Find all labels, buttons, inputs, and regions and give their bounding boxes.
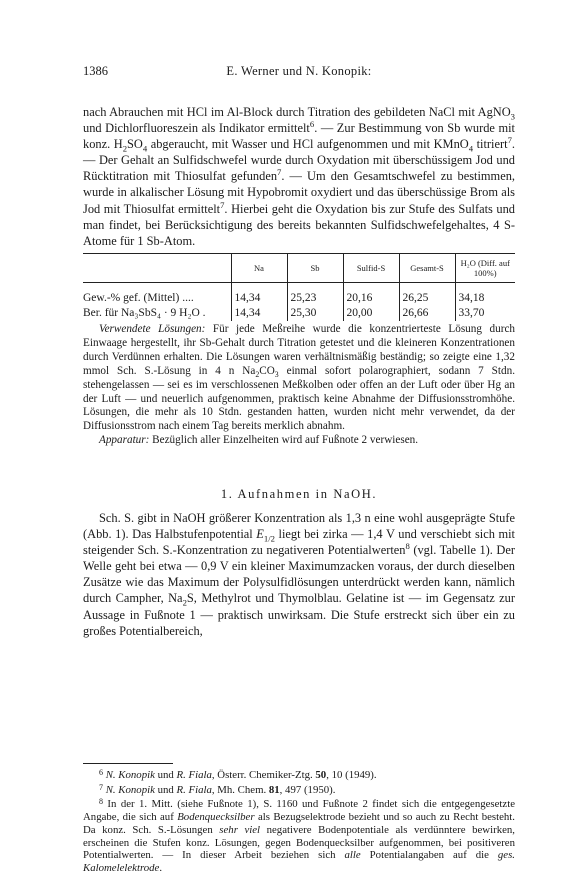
text-run: Für jede Meßreihe wurde die konzentrierteste Lösung durch Einwaage hergestellt, ihr Sb-Gehalt durch Titration getestet und die kleineren Konzentrationen durch Verdünnen erhalten. Die Lösungen waren verhältnismäßig beständig; so zeigte eine 1,32 mmol Sch. S.-Lösung in 4 n Na [83,323,516,377]
table-cell: 20,00 [343,306,399,321]
footnote-rule [83,763,173,764]
footnote-ref: 7 [507,135,512,146]
author: R. Fiala [176,783,212,796]
loesungen-paragraph [83,323,515,434]
subscript: 2 [255,369,260,379]
text-run: als Bezugselektrode bezieht und so auch zu Recht besteht. Da konz. Sch. S.-Lösungen [83,811,515,836]
table-row [83,306,515,321]
table-cell: 33,70 [455,306,515,321]
text-run: , 497 (1950). [279,783,336,796]
text-run: einmal sofort polarographiert, sodann 7 Stdn. stehengelassen — sei es im verschlossenen Meßkolben oder offen an der Luft oder über Hg an der Luft — und neuerlich aufgenommen, praktisch keine Abnahme der Diffusionsstromhöhe. Lösungen, die mehr als 10 Stdn. gestanden hatten, wurden nicht mehr verwendet, da der Diffusionsstrom nach einem Tag bereits merklich abnahm. [83,364,515,433]
author: N. Konopik [105,783,155,796]
table-header: Na [231,254,287,283]
table-header: Sb [287,254,343,283]
table-header: H₂O (Diff. auf 100%) [455,254,515,283]
table-cell: 25,23 [287,283,343,307]
subscript: 4 [468,143,474,154]
text-run: Bezüglich aller Einzelheiten wird auf Fußnote 2 verwiesen. [149,434,419,447]
volume: 81 [268,783,280,796]
table-cell: 14,34 [231,283,287,307]
table-header [83,254,231,283]
text-run: und Dichlorfluoreszein als Indikator ermittelt [83,121,310,136]
run-in-heading: Apparatur: [99,434,150,447]
text-run: negativere Bodenpotentiale als verdünntere bewirken, erscheinen die Stufen konz. Lösungen, gegen Bodenquecksilber aufgenommen, bei positiveren Potentialwerten. — In dieser Arbeit beziehen sich [83,823,515,862]
text-run: . Hierbei geht die Oxydation bis zur Stufe des Sulfats und man findet, bei Berücksichtigung des bereits bekannten Sulfidschwefelgehaltes, 4 S-Atome für 1 Sb-Atom. [83,201,515,248]
run-in-heading: Verwendete Lösungen: [99,323,206,335]
text-run: S, Methylrot und Thymolblau. Gelatine ist — im Gegensatz zur Aussage in Fußnote 1 — praktisch unwirksam. Die Stufe erstreckt sich über ein zu großes Potentialbereich, [83,591,515,638]
running-title: E. Werner und N. Konopik: [226,64,372,78]
footnote-ref: 8 [405,541,410,552]
subscript: 3 [510,111,515,122]
row-label: Ber. für Na₃SbS₄ · 9 H₂O . [83,307,206,319]
table-cell: 26,66 [399,306,455,321]
emphasis: Bodenquecksilber [177,811,255,824]
text-run: SO [127,137,143,152]
text-run: Potentialangaben auf die [360,849,498,862]
text-run: liegt bei zirka — 1,4 V und verschiebt sich mit steigender Sch. S.-Konzentration zu negativeren Potentialwerten [83,527,516,558]
text-run: titriert [473,137,508,152]
page-number: 1386 [83,64,108,78]
emphasis: ges. Kalomelelektrode [83,849,515,874]
footnote-number: 8 [99,797,103,807]
apparatur-paragraph [83,434,515,448]
table-cell: 14,34 [231,306,287,321]
table-cell: 20,16 [343,283,399,307]
symbol: E [256,527,264,542]
text-run: . [159,861,163,874]
footnote-ref: 7 [220,199,225,210]
text-run: und [154,783,177,796]
footnote [83,796,515,874]
analysis-table [83,253,515,321]
table-header-row [83,254,515,283]
text-run: und [154,769,177,781]
footnote-ref: 7 [277,167,282,178]
text-run: abgeraucht, mit Wasser und HCl aufgenommen und mit KMnO [147,137,469,152]
table-header: Sulfid-S [343,254,399,283]
running-header [83,64,515,80]
author: R. Fiala [176,769,212,781]
footnote-ref: 6 [309,118,315,129]
text-run: CO [259,364,275,377]
subscript: 1/2 [263,533,275,544]
text-run: . — Zur Bestimmung von Sb wurde mit konz. H [83,121,515,152]
text-run: , 10 (1949). [326,769,377,781]
table-cell: 26,25 [399,283,455,307]
footnote-number: 6 [99,768,103,777]
text-run: . — Um den Gesamtschwefel zu bestimmen, wurde in alkalischer Lösung mit Hypobromit oxydiert und das überschüssige Brom als Jod mit Thiosulfat ermittelt [83,169,515,216]
methods-notes [83,323,515,448]
row-label: Gew.-% gef. (Mittel) .... [83,292,194,304]
text-run: Sch. S. gibt in NaOH größerer Konzentration als 1,3 n eine wohl ausgeprägte Stufe (Abb. 1). Das Halbstufenpotential [83,511,515,542]
subscript: 3 [274,369,279,379]
footnote-number: 7 [99,782,103,792]
table-header: Gesamt-S [399,254,455,283]
volume: 50 [315,769,327,781]
subscript: 4 [142,143,148,154]
section-heading: 1. Aufnahmen in NaOH. [220,487,378,501]
text-run: . — Der Gehalt an Sulfidschwefel wurde durch Oxydation mit überschüssigem Jod und Rücktitration mit Thiosulfat gefunden [83,137,516,184]
table-cell: 34,18 [455,283,515,307]
text-run: (vgl. Tabelle 1). Der Welle geht bei etwa — 0,9 V ein kleiner Maximumzacken voraus, der durch dieselben Zusätze wie das Maximum der Polysulfidlösungen unterdrückt werden kann, nämlich durch Campher, Na [83,543,515,606]
footnote [83,782,515,797]
table-row [83,283,515,307]
subscript: 2 [182,597,187,608]
text-run: , Mh. Chem. [211,783,269,796]
text-run: nach Abrauchen mit HCl im Al-Block durch Titration des gebildeten NaCl mit AgNO [83,105,511,119]
main-paragraph [83,510,515,639]
footnotes [83,767,515,875]
intro-paragraph [83,104,515,249]
subscript: 2 [122,143,128,154]
table-cell: 25,30 [287,306,343,321]
text-run: , Österr. Chemiker-Ztg. [211,769,316,781]
footnote [83,767,515,782]
author: N. Konopik [105,769,155,781]
emphasis: alle [344,849,361,862]
emphasis: sehr viel [219,823,261,836]
text-run: In der 1. Mitt. (siehe Fußnote 1), S. 1160 und Fußnote 2 findet sich die entgegengesetzte Angabe, die sich auf [83,798,515,824]
